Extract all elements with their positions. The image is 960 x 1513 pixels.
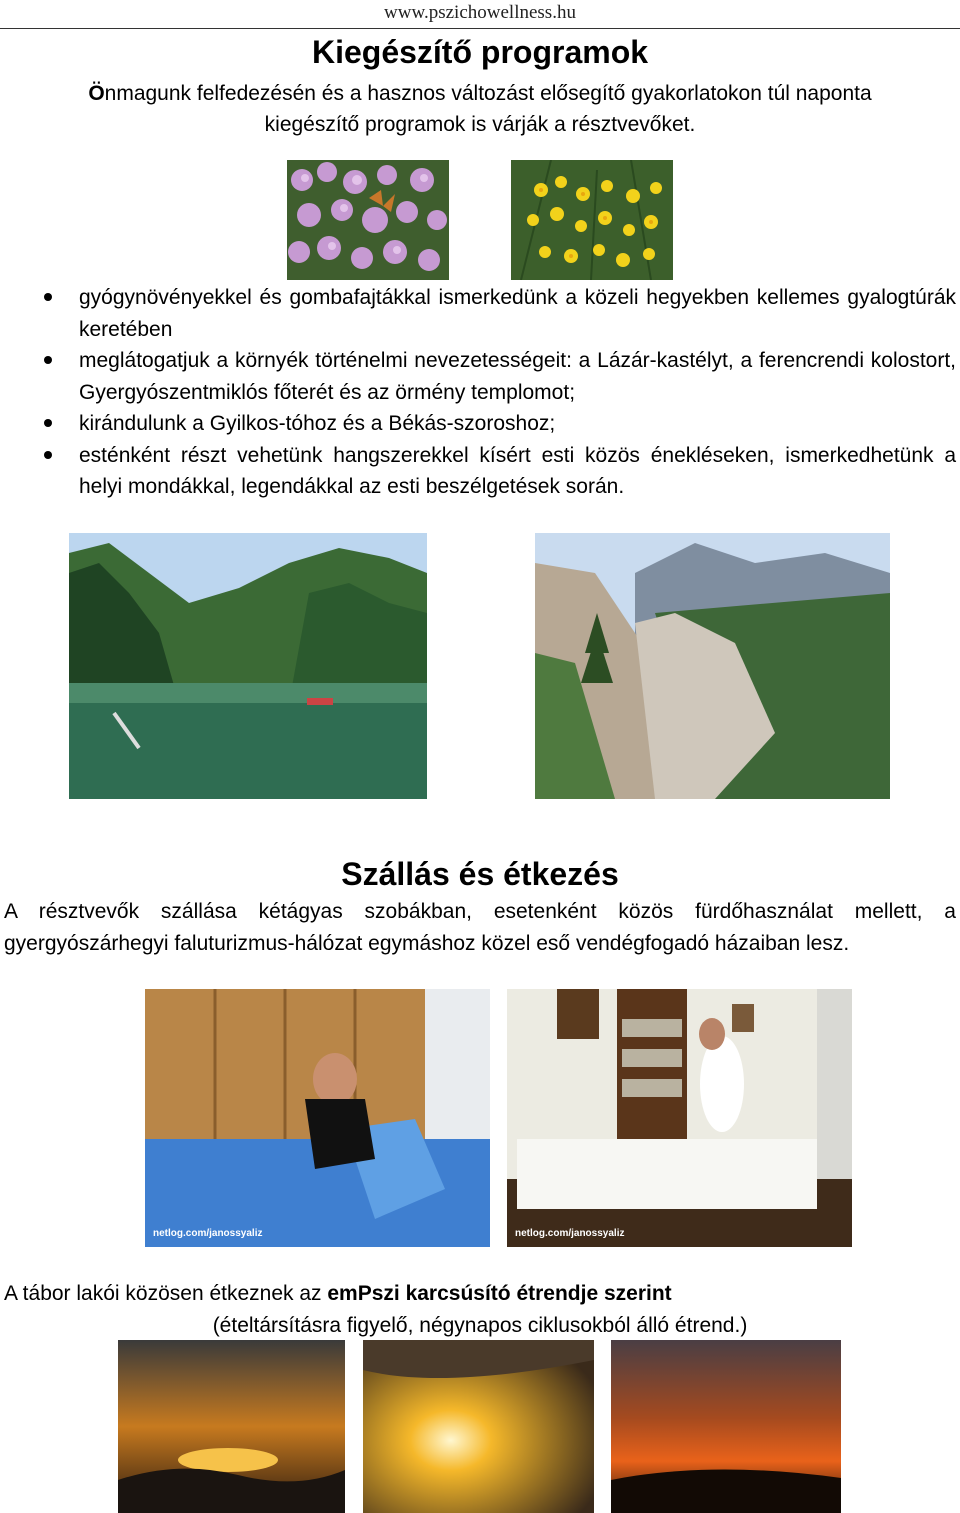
header-divider bbox=[0, 28, 960, 29]
list-item-text: kirándulunk a Gyilkos-tóhoz és a Békás-szoroshoz; bbox=[79, 412, 556, 435]
list-item bbox=[44, 440, 956, 503]
gorge-photo bbox=[535, 533, 890, 799]
program-list bbox=[44, 282, 956, 503]
intro-text: nmagunk felfedezésén és a hasznos változást elősegítő gyakorlatokon túl naponta kiegészítő programok is várják a résztvevőket. bbox=[104, 82, 872, 136]
meal-sentence bbox=[4, 1278, 956, 1309]
bullet-icon bbox=[44, 356, 52, 364]
bullet-icon bbox=[44, 293, 52, 301]
bullet-icon bbox=[44, 419, 52, 427]
lake-forest-photo bbox=[69, 533, 427, 799]
stjohns-wort-photo bbox=[511, 160, 673, 280]
photo-watermark: netlog.com/janossyaliz bbox=[153, 1228, 263, 1239]
meal-diet-name: emPszi karcsúsító étrendje szerint bbox=[327, 1282, 672, 1305]
meal-prefix: A tábor lakói közösen étkeznek az bbox=[4, 1282, 328, 1305]
room-photo-1 bbox=[145, 989, 490, 1247]
list-item bbox=[44, 345, 956, 408]
photo-watermark: netlog.com/janossyaliz bbox=[515, 1228, 625, 1239]
accommodation-paragraph: A résztvevők szállása kétágyas szobákban, esetenként közös fürdőhasználat mellett, a gyergyószárhegyi faluturizmus-hálózat egymáshoz közel eső vendégfogadó házaiban lesz. bbox=[4, 900, 956, 955]
list-item-text: esténként részt vehetünk hangszerekkel kísért esti közös énekléseken, ismerkedhetünk a helyi mondákkal, legendákkal az esti beszélgetések során. bbox=[79, 443, 956, 498]
list-item-text: gyógynövényekkel és gombafajtákkal ismerkedünk a közeli hegyekben kellemes gyalogtúrák keretében bbox=[79, 286, 956, 341]
sunset-photo-2 bbox=[363, 1340, 594, 1513]
list-item bbox=[44, 282, 956, 345]
bullet-icon bbox=[44, 451, 52, 459]
thyme-flowers-photo bbox=[287, 160, 449, 280]
site-url[interactable]: www.pszichowellness.hu bbox=[384, 2, 576, 23]
intro-paragraph bbox=[40, 78, 920, 140]
room-photo-2 bbox=[507, 989, 852, 1247]
intro-initial: Ö bbox=[88, 82, 105, 105]
sunset-photo-3 bbox=[611, 1340, 841, 1513]
section-title-programs: Kiegészítő programok bbox=[311, 34, 649, 70]
sunset-photo-1 bbox=[118, 1340, 345, 1513]
meal-note: (ételtársításra figyelő, négynapos ciklusokból álló étrend.) bbox=[212, 1314, 748, 1337]
section-title-accommodation: Szállás és étkezés bbox=[341, 856, 619, 892]
list-item bbox=[44, 408, 956, 440]
list-item-text: meglátogatjuk a környék történelmi nevezetességeit: a Lázár-kastélyt, a ferencrendi kolostort, Gyergyószentmiklós főterét és az örmény templomot; bbox=[79, 349, 956, 404]
